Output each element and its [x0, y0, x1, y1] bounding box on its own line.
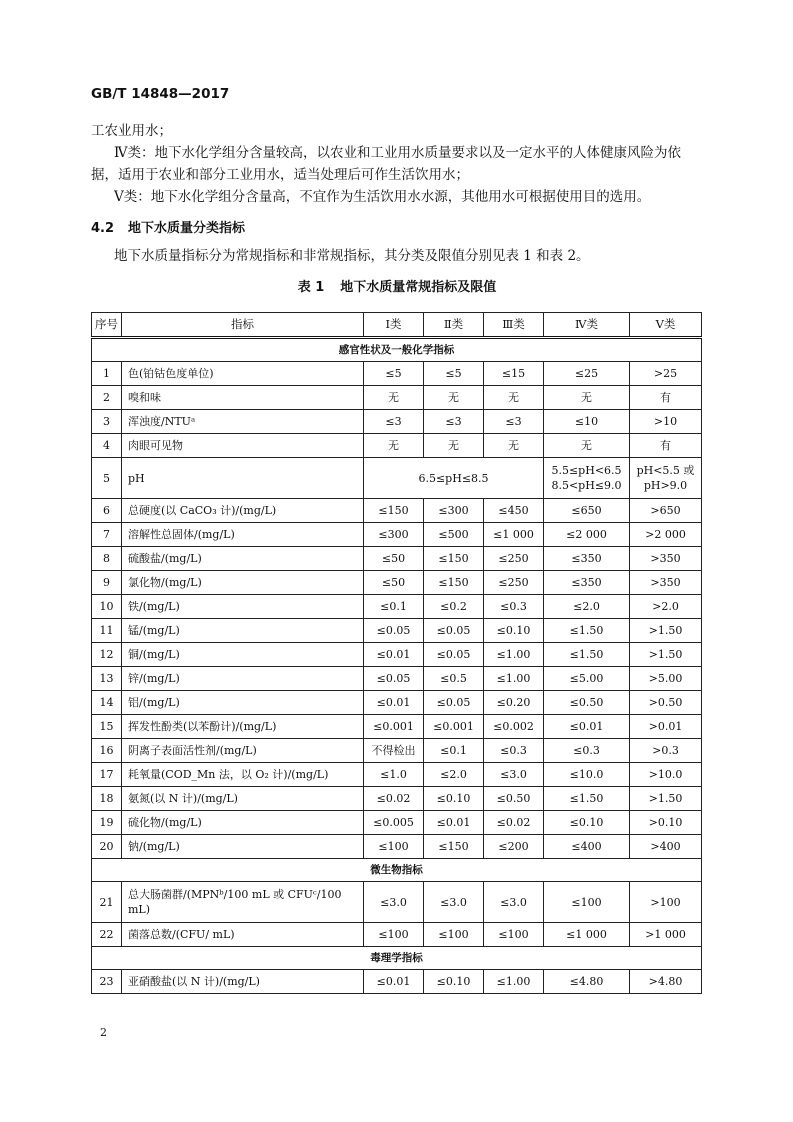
row-number: 22: [92, 923, 122, 947]
class-4-value: ≤10: [544, 410, 630, 434]
paragraph-3: Ⅴ类：地下水化学组分含量高，不宜作为生活饮用水水源，其他用水可根据使用目的选用。: [114, 189, 651, 205]
class-1-value: ≤5: [364, 362, 424, 386]
table-caption: [91, 276, 703, 295]
indicator-name: 耗氧量(COD_Mn 法，以 O₂ 计)/(mg/L): [122, 763, 364, 787]
class-1-value: ≤0.005: [364, 811, 424, 835]
category-label: 毒理学指标: [92, 947, 702, 970]
water-quality-table: [91, 312, 702, 994]
row-number: 4: [92, 434, 122, 458]
class-2-value: 无: [424, 434, 484, 458]
class-4-value: ≤650: [544, 499, 630, 523]
class-4-value: ≤100: [544, 882, 630, 923]
class-2-value: ≤0.2: [424, 595, 484, 619]
row-number: 5: [92, 458, 122, 499]
section-heading: [91, 217, 245, 236]
class-2-value: ≤150: [424, 835, 484, 859]
class-1-value: ≤0.001: [364, 715, 424, 739]
category-label: 感官性状及一般化学指标: [92, 338, 702, 362]
category-row: [92, 338, 702, 362]
class-2-value: ≤0.1: [424, 739, 484, 763]
row-number: 1: [92, 362, 122, 386]
category-label: 微生物指标: [92, 859, 702, 882]
indicator-name: 菌落总数/(CFU/ mL): [122, 923, 364, 947]
row-number: 15: [92, 715, 122, 739]
class-1-value: ≤0.05: [364, 619, 424, 643]
row-number: 6: [92, 499, 122, 523]
class-2-value: 无: [424, 386, 484, 410]
class-4-value: ≤2 000: [544, 523, 630, 547]
row-number: 9: [92, 571, 122, 595]
class-4-value: ≤1 000: [544, 923, 630, 947]
class-1-value: ≤0.05: [364, 667, 424, 691]
table-row: [92, 667, 702, 691]
class-3-value: ≤1.00: [484, 667, 544, 691]
class-5-value: >1.50: [630, 643, 702, 667]
row-number: 19: [92, 811, 122, 835]
class-2-value: ≤3: [424, 410, 484, 434]
class-4-value: 无: [544, 434, 630, 458]
class-5-value: >1.50: [630, 787, 702, 811]
header-cell: 指标: [122, 313, 364, 338]
header-cell: Ⅱ类: [424, 313, 484, 338]
table-body: [92, 338, 702, 994]
row-number: 12: [92, 643, 122, 667]
table-row: [92, 715, 702, 739]
row-number: 14: [92, 691, 122, 715]
class-3-value: ≤0.002: [484, 715, 544, 739]
class-2-value: ≤0.05: [424, 691, 484, 715]
class-1-value: ≤150: [364, 499, 424, 523]
class-2-value: ≤150: [424, 571, 484, 595]
indicator-name: 锌/(mg/L): [122, 667, 364, 691]
class-5-value: >2 000: [630, 523, 702, 547]
class-4-value: ≤1.50: [544, 643, 630, 667]
class-5-value: >10: [630, 410, 702, 434]
class-3-value: ≤3.0: [484, 763, 544, 787]
class-5-value: >5.00: [630, 667, 702, 691]
class-3-value: ≤250: [484, 547, 544, 571]
class-3-value: 无: [484, 434, 544, 458]
class-5-value: >350: [630, 547, 702, 571]
class-3-value: ≤15: [484, 362, 544, 386]
class-3-value: ≤3: [484, 410, 544, 434]
class-5-value: >4.80: [630, 970, 702, 994]
class-5-value: >2.0: [630, 595, 702, 619]
class-3-value: ≤0.3: [484, 595, 544, 619]
indicator-name: 锰/(mg/L): [122, 619, 364, 643]
table-row: [92, 410, 702, 434]
class-4-value: ≤10.0: [544, 763, 630, 787]
class-4-value: ≤350: [544, 547, 630, 571]
class-1-value: ≤100: [364, 835, 424, 859]
class-1-value: 无: [364, 434, 424, 458]
class-3-value: ≤1.00: [484, 970, 544, 994]
indicator-name: 总硬度(以 CaCO₃ 计)/(mg/L): [122, 499, 364, 523]
category-row: [92, 859, 702, 882]
class-4-value: ≤25: [544, 362, 630, 386]
table-row: [92, 523, 702, 547]
class-4-value: ≤0.10: [544, 811, 630, 835]
table-header-row: [92, 313, 702, 338]
header-cell: Ⅰ类: [364, 313, 424, 338]
table-row: [92, 923, 702, 947]
row-number: 20: [92, 835, 122, 859]
indicator-name: 钠/(mg/L): [122, 835, 364, 859]
row-number: 8: [92, 547, 122, 571]
indicator-name: 铝/(mg/L): [122, 691, 364, 715]
class-2-value: ≤5: [424, 362, 484, 386]
table-caption-label: 表 1: [297, 280, 325, 295]
class-3-value: ≤0.3: [484, 739, 544, 763]
class-2-value: ≤0.5: [424, 667, 484, 691]
class-3-value: ≤3.0: [484, 882, 544, 923]
class-3-value: ≤0.02: [484, 811, 544, 835]
class-1-value: ≤100: [364, 923, 424, 947]
class-4-value: ≤5.00: [544, 667, 630, 691]
indicator-name: 铜/(mg/L): [122, 643, 364, 667]
table-row: [92, 547, 702, 571]
class-4-value: ≤0.3: [544, 739, 630, 763]
class-4-value: ≤1.50: [544, 619, 630, 643]
class-2-value: ≤0.10: [424, 787, 484, 811]
class-1-value: ≤0.1: [364, 595, 424, 619]
class-1-value: ≤300: [364, 523, 424, 547]
class-5-value: >350: [630, 571, 702, 595]
standard-code: GB/T 14848—2017: [91, 86, 230, 102]
class-4-value: ≤350: [544, 571, 630, 595]
class-5-value: 有: [630, 434, 702, 458]
table-row: [92, 739, 702, 763]
class-5-value: pH<5.5 或 pH>9.0: [630, 458, 702, 499]
row-number: 17: [92, 763, 122, 787]
class-5-value: >10.0: [630, 763, 702, 787]
class-2-value: ≤0.001: [424, 715, 484, 739]
class-2-value: ≤0.10: [424, 970, 484, 994]
table-row: [92, 458, 702, 499]
indicator-name: 总大肠菌群/(MPNᵇ/100 mL 或 CFUᶜ/100 mL): [122, 882, 364, 923]
class-5-value: >100: [630, 882, 702, 923]
table-row: [92, 882, 702, 923]
table-row: [92, 595, 702, 619]
class-1-value: ≤1.0: [364, 763, 424, 787]
indicator-name: 挥发性酚类(以苯酚计)/(mg/L): [122, 715, 364, 739]
table-row: [92, 787, 702, 811]
row-number: 7: [92, 523, 122, 547]
class-3-value: ≤200: [484, 835, 544, 859]
table-row: [92, 970, 702, 994]
class-2-value: ≤150: [424, 547, 484, 571]
row-number: 11: [92, 619, 122, 643]
paragraph-2: Ⅳ类：地下水化学组分含量较高，以农业和工业用水质量要求以及一定水平的人体健康风险为依据，适用于农业和部分工业用水，适当处理后可作生活饮用水；: [91, 145, 681, 183]
class-1-value: ≤0.02: [364, 787, 424, 811]
indicator-name: 浑浊度/NTUᵃ: [122, 410, 364, 434]
class-4-value: ≤4.80: [544, 970, 630, 994]
paragraph-1: 工农业用水；: [91, 123, 172, 139]
header-cell: 序号: [92, 313, 122, 338]
class-2-value: ≤100: [424, 923, 484, 947]
indicator-name: 嗅和味: [122, 386, 364, 410]
row-number: 21: [92, 882, 122, 923]
class-1-value: ≤3: [364, 410, 424, 434]
class-1-value: ≤0.01: [364, 643, 424, 667]
class-5-value: >1 000: [630, 923, 702, 947]
page-number: 2: [100, 1026, 107, 1039]
row-number: 3: [92, 410, 122, 434]
class-3-value: 无: [484, 386, 544, 410]
class-2-value: ≤0.05: [424, 643, 484, 667]
indicator-name: 溶解性总固体/(mg/L): [122, 523, 364, 547]
table-row: [92, 811, 702, 835]
table-row: [92, 499, 702, 523]
section-number: 4.2: [91, 221, 115, 236]
row-number: 2: [92, 386, 122, 410]
class-5-value: >1.50: [630, 619, 702, 643]
table-row: [92, 763, 702, 787]
class-5-value: >400: [630, 835, 702, 859]
header-cell: Ⅲ类: [484, 313, 544, 338]
class-4-value: ≤0.50: [544, 691, 630, 715]
indicator-name: 氯化物/(mg/L): [122, 571, 364, 595]
class-3-value: ≤1 000: [484, 523, 544, 547]
class-4-value: ≤1.50: [544, 787, 630, 811]
class-1-value: ≤50: [364, 547, 424, 571]
class-3-value: ≤0.20: [484, 691, 544, 715]
indicator-name: 铁/(mg/L): [122, 595, 364, 619]
class-4-value: ≤2.0: [544, 595, 630, 619]
table-caption-title: 地下水质量常规指标及限值: [340, 280, 497, 295]
row-number: 10: [92, 595, 122, 619]
class-3-value: ≤250: [484, 571, 544, 595]
table-row: [92, 362, 702, 386]
row-number: 23: [92, 970, 122, 994]
class-2-value: ≤0.05: [424, 619, 484, 643]
paragraph-4: 地下水质量指标分为常规指标和非常规指标，其分类及限值分别见表 1 和表 2。: [114, 248, 590, 264]
table-row: [92, 835, 702, 859]
table-row: [92, 643, 702, 667]
class-1-value: ≤50: [364, 571, 424, 595]
table-row: [92, 691, 702, 715]
section-title: 地下水质量分类指标: [128, 221, 246, 236]
indicator-name: 硫化物/(mg/L): [122, 811, 364, 835]
indicator-name: 硫酸盐/(mg/L): [122, 547, 364, 571]
class-3-value: ≤100: [484, 923, 544, 947]
class-2-value: ≤2.0: [424, 763, 484, 787]
class-5-value: 有: [630, 386, 702, 410]
class-5-value: >0.3: [630, 739, 702, 763]
class-5-value: >0.50: [630, 691, 702, 715]
table-row: [92, 434, 702, 458]
class-2-value: ≤3.0: [424, 882, 484, 923]
indicator-name: 肉眼可见物: [122, 434, 364, 458]
header-cell: Ⅳ类: [544, 313, 630, 338]
class-1-3-value: 6.5≤pH≤8.5: [364, 458, 544, 499]
class-5-value: >25: [630, 362, 702, 386]
class-4-value: ≤0.01: [544, 715, 630, 739]
class-5-value: >0.10: [630, 811, 702, 835]
header-cell: Ⅴ类: [630, 313, 702, 338]
class-1-value: 无: [364, 386, 424, 410]
class-5-value: >0.01: [630, 715, 702, 739]
table-row: [92, 386, 702, 410]
category-row: [92, 947, 702, 970]
class-4-value: 无: [544, 386, 630, 410]
indicator-name: 亚硝酸盐(以 N 计)/(mg/L): [122, 970, 364, 994]
row-number: 13: [92, 667, 122, 691]
class-2-value: ≤300: [424, 499, 484, 523]
class-1-value: ≤3.0: [364, 882, 424, 923]
class-1-value: ≤0.01: [364, 691, 424, 715]
indicator-name: 氨氮(以 N 计)/(mg/L): [122, 787, 364, 811]
class-4-value: 5.5≤pH<6.5 8.5<pH≤9.0: [544, 458, 630, 499]
indicator-name: 阴离子表面活性剂/(mg/L): [122, 739, 364, 763]
table-row: [92, 571, 702, 595]
indicator-name: 色(铂钴色度单位): [122, 362, 364, 386]
row-number: 18: [92, 787, 122, 811]
class-3-value: ≤0.10: [484, 619, 544, 643]
class-2-value: ≤0.01: [424, 811, 484, 835]
table-row: [92, 619, 702, 643]
class-4-value: ≤400: [544, 835, 630, 859]
class-5-value: >650: [630, 499, 702, 523]
row-number: 16: [92, 739, 122, 763]
class-3-value: ≤1.00: [484, 643, 544, 667]
class-2-value: ≤500: [424, 523, 484, 547]
class-3-value: ≤450: [484, 499, 544, 523]
class-1-value: ≤0.01: [364, 970, 424, 994]
class-1-value: 不得检出: [364, 739, 424, 763]
class-3-value: ≤0.50: [484, 787, 544, 811]
indicator-name: pH: [122, 458, 364, 499]
